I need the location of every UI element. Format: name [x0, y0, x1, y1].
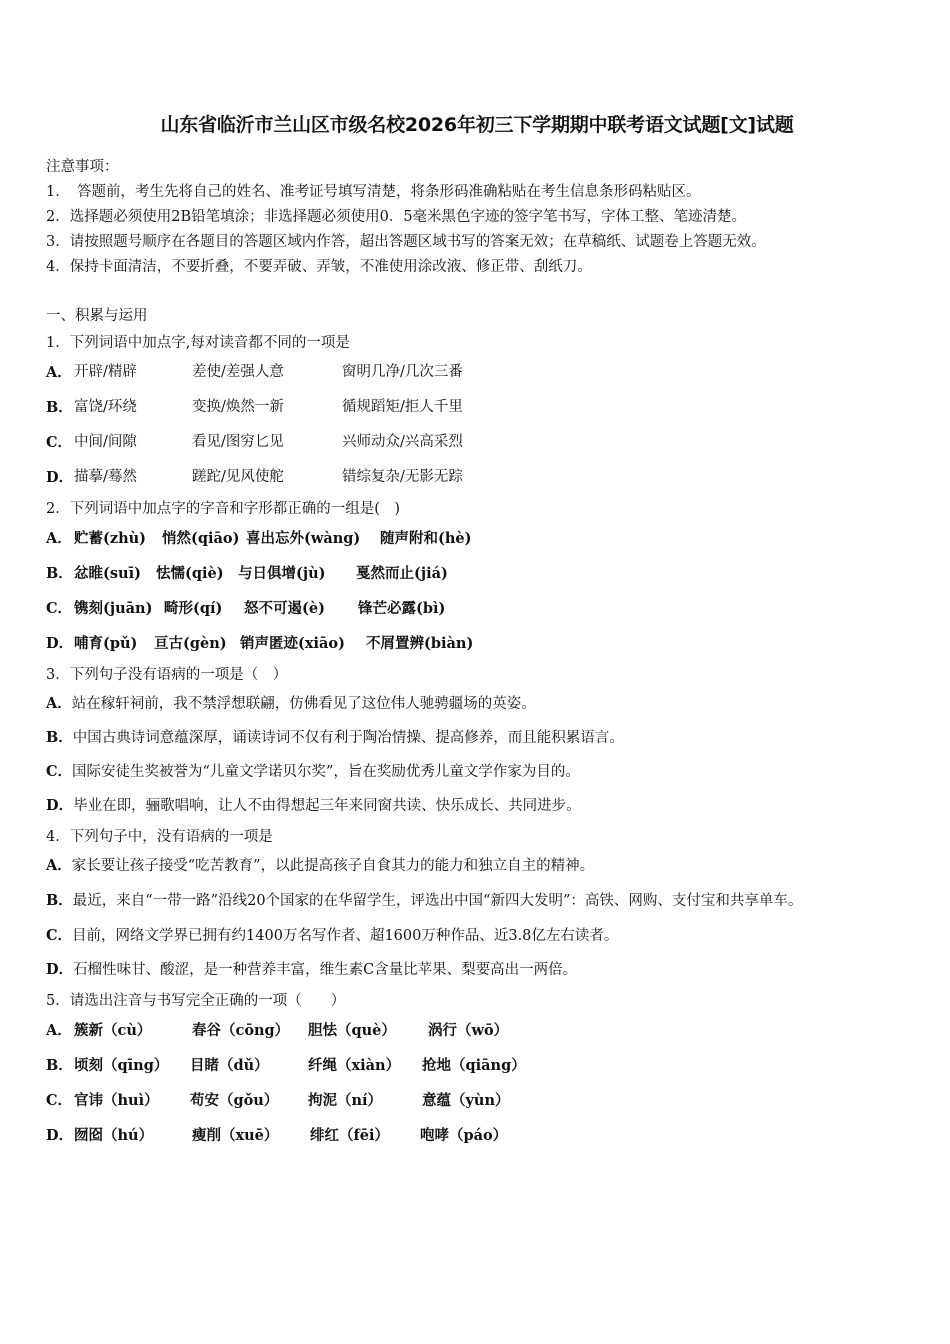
option-a	[46, 521, 908, 556]
option-letter: A．	[46, 364, 72, 381]
option-word: 兴师动众/兴高采烈	[342, 434, 463, 450]
option-text: 目前，网络文学界已拥有约1400万名写作者、超1600万种作品、近3.8亿左右读者。	[72, 928, 619, 944]
option-text: 最近，来自“一带一路”沿线20个国家的在华留学生，评选出中国“新四大发明”：高铁、网购、支付宝和共享单车。	[72, 893, 803, 909]
option-word: 蹉跎/见风使舵	[192, 469, 284, 485]
option-word: 绯红（fēi）	[310, 1127, 389, 1144]
option-letter: C．	[46, 600, 73, 617]
option-word: 咆哮（páo）	[420, 1127, 508, 1144]
option-a	[46, 849, 908, 883]
option-word: 变换/焕然一新	[192, 399, 284, 415]
option-c	[46, 755, 908, 789]
option-word: 喜出忘外(wàng)	[246, 530, 361, 547]
option-word: 簇新（cù）	[74, 1022, 152, 1039]
option-d	[46, 460, 908, 495]
option-word: 描摹/蓦然	[74, 469, 137, 485]
option-word: 销声匿迹(xiāo)	[240, 635, 345, 652]
option-word: 瘦削（xuē）	[192, 1127, 279, 1144]
option-b	[46, 883, 908, 919]
option-word: 意蕴（yùn）	[422, 1092, 510, 1109]
option-word: 目睹（dǔ）	[190, 1057, 269, 1074]
option-word: 官讳（huì）	[74, 1092, 159, 1109]
option-word: 窗明几净/几次三番	[342, 364, 463, 380]
option-d	[46, 1118, 908, 1153]
exam-page	[46, 110, 908, 1153]
page-title: 山东省临沂市兰山区市级名校2026年初三下学期期中联考语文试题[文]试题	[160, 114, 794, 136]
option-b	[46, 390, 908, 425]
option-word: 贮蓄(zhù)	[74, 530, 147, 547]
question-5	[46, 989, 908, 1153]
option-word: 畸形(qí)	[164, 600, 223, 617]
notice-section	[46, 155, 908, 280]
option-text: 中国古典诗词意蕴深厚，诵读诗词不仅有利于陶冶情操、提高修养，而且能积累语言。	[72, 730, 624, 746]
option-letter: A．	[46, 530, 72, 547]
notice-heading: 注意事项：	[46, 159, 119, 175]
option-c	[46, 1083, 908, 1118]
option-c	[46, 425, 908, 460]
option-word: 与日俱增(jù)	[238, 565, 326, 582]
option-word: 顷刻（qīng）	[74, 1057, 169, 1074]
option-letter: A．	[46, 1022, 72, 1039]
question-stem: 3．下列句子没有语病的一项是（ ）	[46, 667, 288, 683]
option-letter: A．	[46, 857, 72, 874]
question-3	[46, 663, 908, 823]
option-word: 涡行（wō）	[428, 1022, 509, 1039]
option-word: 悄然(qiāo)	[162, 530, 240, 547]
option-letter: B．	[46, 565, 73, 582]
option-d	[46, 953, 908, 987]
option-letter: B．	[46, 1057, 73, 1074]
option-word: 随声附和(hè)	[380, 530, 472, 547]
notice-item: 1． 答题前，考生先将自己的姓名、准考证号填写清楚，将条形码准确粘贴在考生信息条形码粘贴区。	[46, 184, 701, 200]
option-word: 亘古(gèn)	[154, 635, 227, 652]
option-word: 不屑置辨(biàn)	[366, 635, 474, 652]
option-word: 戛然而止(jiá)	[356, 565, 448, 582]
option-letter: B．	[46, 399, 73, 416]
option-d	[46, 789, 908, 823]
question-stem: 1．下列词语中加点字,每对读音都不同的一项是	[46, 335, 350, 351]
option-word: 开辟/精辟	[74, 364, 137, 380]
option-b	[46, 721, 908, 755]
question-stem: 2．下列词语中加点字的字音和字形都正确的一组是( )	[46, 501, 401, 517]
option-word: 循规蹈矩/拒人千里	[342, 399, 463, 415]
option-letter: C．	[46, 763, 73, 780]
option-word: 锋芒必露(bì)	[358, 600, 446, 617]
option-word: 忿睢(suī)	[74, 565, 141, 582]
option-letter: C．	[46, 927, 73, 944]
option-word: 哺育(pǔ)	[74, 635, 138, 652]
option-word: 看见/图穷匕见	[192, 434, 284, 450]
option-b	[46, 556, 908, 591]
option-letter: C．	[46, 1092, 73, 1109]
notice-item: 2．选择题必须使用2B铅笔填涂；非选择题必须使用0．5毫米黑色字迹的签字笔书写，字体工整、笔迹清楚。	[46, 209, 747, 225]
option-word: 抢地（qiāng）	[422, 1057, 526, 1074]
option-word: 错综复杂/无影无踪	[342, 469, 463, 485]
option-letter: D．	[46, 1127, 74, 1144]
question-4	[46, 825, 908, 987]
question-1	[46, 331, 908, 495]
option-b	[46, 1048, 908, 1083]
option-letter: B．	[46, 729, 73, 746]
option-text: 国际安徒生奖被誉为“儿童文学诺贝尔奖”，旨在奖励优秀儿童文学作家为目的。	[72, 764, 580, 780]
option-word: 拘泥（ní）	[308, 1092, 383, 1109]
option-a	[46, 355, 908, 390]
question-stem: 5．请选出注音与书写完全正确的一项（ ）	[46, 993, 346, 1009]
option-word: 胆怯（què）	[308, 1022, 396, 1039]
option-letter: D．	[46, 797, 74, 814]
notice-item: 4．保持卡面清洁，不要折叠，不要弄破、弄皱，不准使用涂改液、修正带、刮纸刀。	[46, 259, 592, 275]
option-letter: A．	[46, 695, 72, 712]
option-d	[46, 626, 908, 661]
question-2	[46, 497, 908, 661]
option-word: 苟安（gǒu）	[190, 1092, 279, 1109]
option-word: 镌刻(juān)	[74, 600, 153, 617]
option-letter: D．	[46, 469, 74, 486]
section-heading: 一、积累与运用	[46, 308, 148, 324]
option-word: 怒不可遏(è)	[244, 600, 325, 617]
option-letter: D．	[46, 961, 74, 978]
option-c	[46, 919, 908, 953]
option-letter: D．	[46, 635, 74, 652]
option-word: 春谷（cōng）	[192, 1022, 290, 1039]
option-text: 石榴性味甘、酸涩，是一种营养丰富，维生素C含量比苹果、梨要高出一两倍。	[73, 962, 578, 978]
option-c	[46, 591, 908, 626]
option-word: 中间/间隙	[74, 434, 137, 450]
option-letter: B．	[46, 892, 73, 909]
option-text: 毕业在即，骊歌唱响，让人不由得想起三年来同窗共读、快乐成长、共同进步。	[73, 798, 581, 814]
option-word: 囫囵（hú）	[74, 1127, 154, 1144]
option-a	[46, 687, 908, 721]
option-word: 怯懦(qiè)	[156, 565, 224, 582]
option-word: 富饶/环绕	[74, 399, 137, 415]
notice-item: 3．请按照题号顺序在各题目的答题区域内作答，超出答题区域书写的答案无效；在草稿纸、试题卷上答题无效。	[46, 234, 766, 250]
option-word: 纤绳（xiàn）	[308, 1057, 401, 1074]
option-word: 差使/差强人意	[192, 364, 284, 380]
option-a	[46, 1013, 908, 1048]
question-stem: 4．下列句子中，没有语病的一项是	[46, 829, 273, 845]
option-letter: C．	[46, 434, 73, 451]
option-text: 家长要让孩子接受“吃苦教育”，以此提高孩子自食其力的能力和独立自主的精神。	[71, 858, 595, 874]
option-text: 站在稼轩祠前，我不禁浮想联翩，仿佛看见了这位伟人驰骋疆场的英姿。	[71, 696, 536, 712]
